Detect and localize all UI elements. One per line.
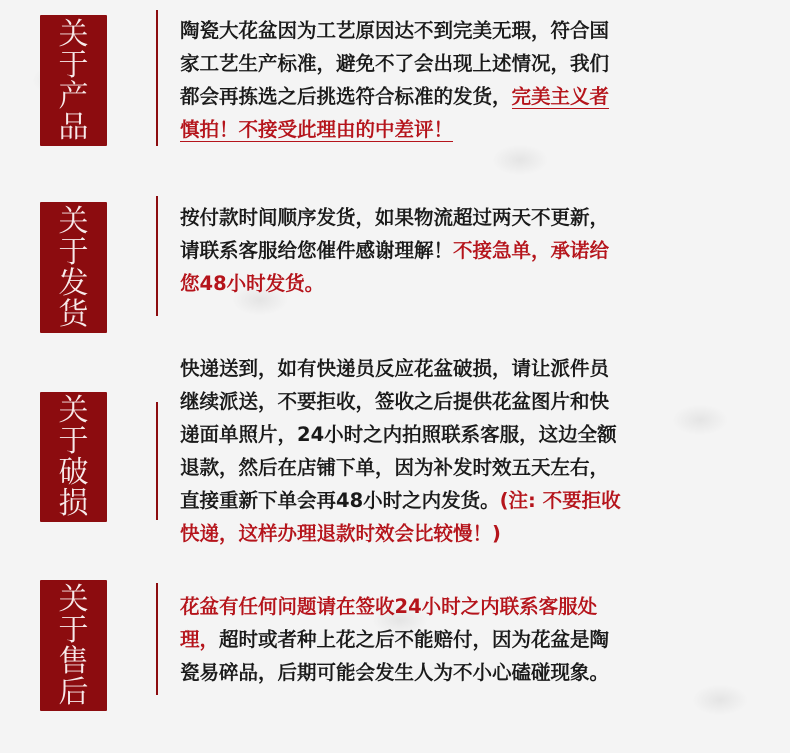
section-text [180, 201, 740, 300]
title-char: 于 [58, 47, 89, 83]
text-line [180, 517, 740, 550]
text-line: 瓷易碎品，后期可能会发生人为不小心磕碰现象。 [180, 661, 610, 684]
title-char: 后 [58, 674, 89, 710]
text-line: 退款，然后在店铺下单，因为补发时效五天左右， [180, 456, 610, 479]
text-line [180, 267, 740, 300]
highlight-text: 慎拍！不接受此理由的中差评！ [180, 118, 454, 141]
title-char: 损 [58, 486, 89, 521]
divider-line [156, 583, 158, 695]
section-text [180, 352, 740, 550]
divider-line [156, 10, 158, 146]
title-char: 关 [58, 581, 89, 617]
title-char: 产 [58, 78, 89, 114]
highlight-text: 快递，这样办理退款时效会比较慢！) [180, 522, 501, 545]
title-char: 于 [58, 612, 89, 648]
text-line: 理，超时或者种上花之后不能赔付，因为花盆是陶 [180, 628, 610, 651]
title-char: 货 [58, 296, 89, 332]
text-line: 家工艺生产标准，避免不了会出现上述情况，我们 [180, 52, 610, 75]
highlight-text: 不接急单，承诺给 [453, 239, 610, 262]
title-char: 于 [58, 424, 89, 459]
text-line: 快递送到，如有快递员反应花盆破损，请让派件员 [180, 357, 610, 380]
text-line [180, 590, 740, 623]
highlight-text: (注: 不要拒收 [499, 489, 621, 512]
section-title-badge [40, 392, 107, 522]
divider-line [156, 196, 158, 316]
section-text [180, 14, 740, 146]
text-line [180, 113, 740, 146]
divider-line [156, 402, 158, 520]
title-char: 关 [58, 16, 89, 52]
section-title-badge [40, 202, 107, 333]
text-line: 直接重新下单会再48小时之内发货。(注: 不要拒收 [180, 489, 621, 512]
text-line: 请联系客服给您催件感谢理解！不接急单，承诺给 [180, 239, 610, 262]
highlight-text: 完美主义者 [511, 85, 610, 108]
text-line: 陶瓷大花盆因为工艺原因达不到完美无瑕，符合国 [180, 19, 610, 42]
highlight-text: 理， [180, 628, 220, 651]
title-char: 发 [58, 265, 89, 301]
title-char: 售 [58, 643, 89, 679]
title-char: 关 [58, 393, 89, 428]
highlight-text: 花盆有任何问题请在签收24小时之内联系客服处 [180, 595, 598, 618]
title-char: 破 [58, 455, 89, 490]
text-line: 递面单照片，24小时之内拍照联系客服，这边全额 [180, 423, 617, 446]
title-char: 关 [58, 203, 89, 239]
text-line: 都会再拣选之后挑选符合标准的发货，完美主义者 [180, 85, 610, 108]
title-char: 品 [58, 109, 89, 145]
title-char: 于 [58, 234, 89, 270]
section-title-badge [40, 580, 107, 711]
text-line: 继续派送，不要拒收，签收之后提供花盆图片和快 [180, 390, 610, 413]
text-line: 按付款时间顺序发货，如果物流超过两天不更新， [180, 206, 610, 229]
section-title-badge [40, 15, 107, 146]
section-text [180, 590, 740, 689]
highlight-text: 您48小时发货。 [180, 272, 325, 295]
